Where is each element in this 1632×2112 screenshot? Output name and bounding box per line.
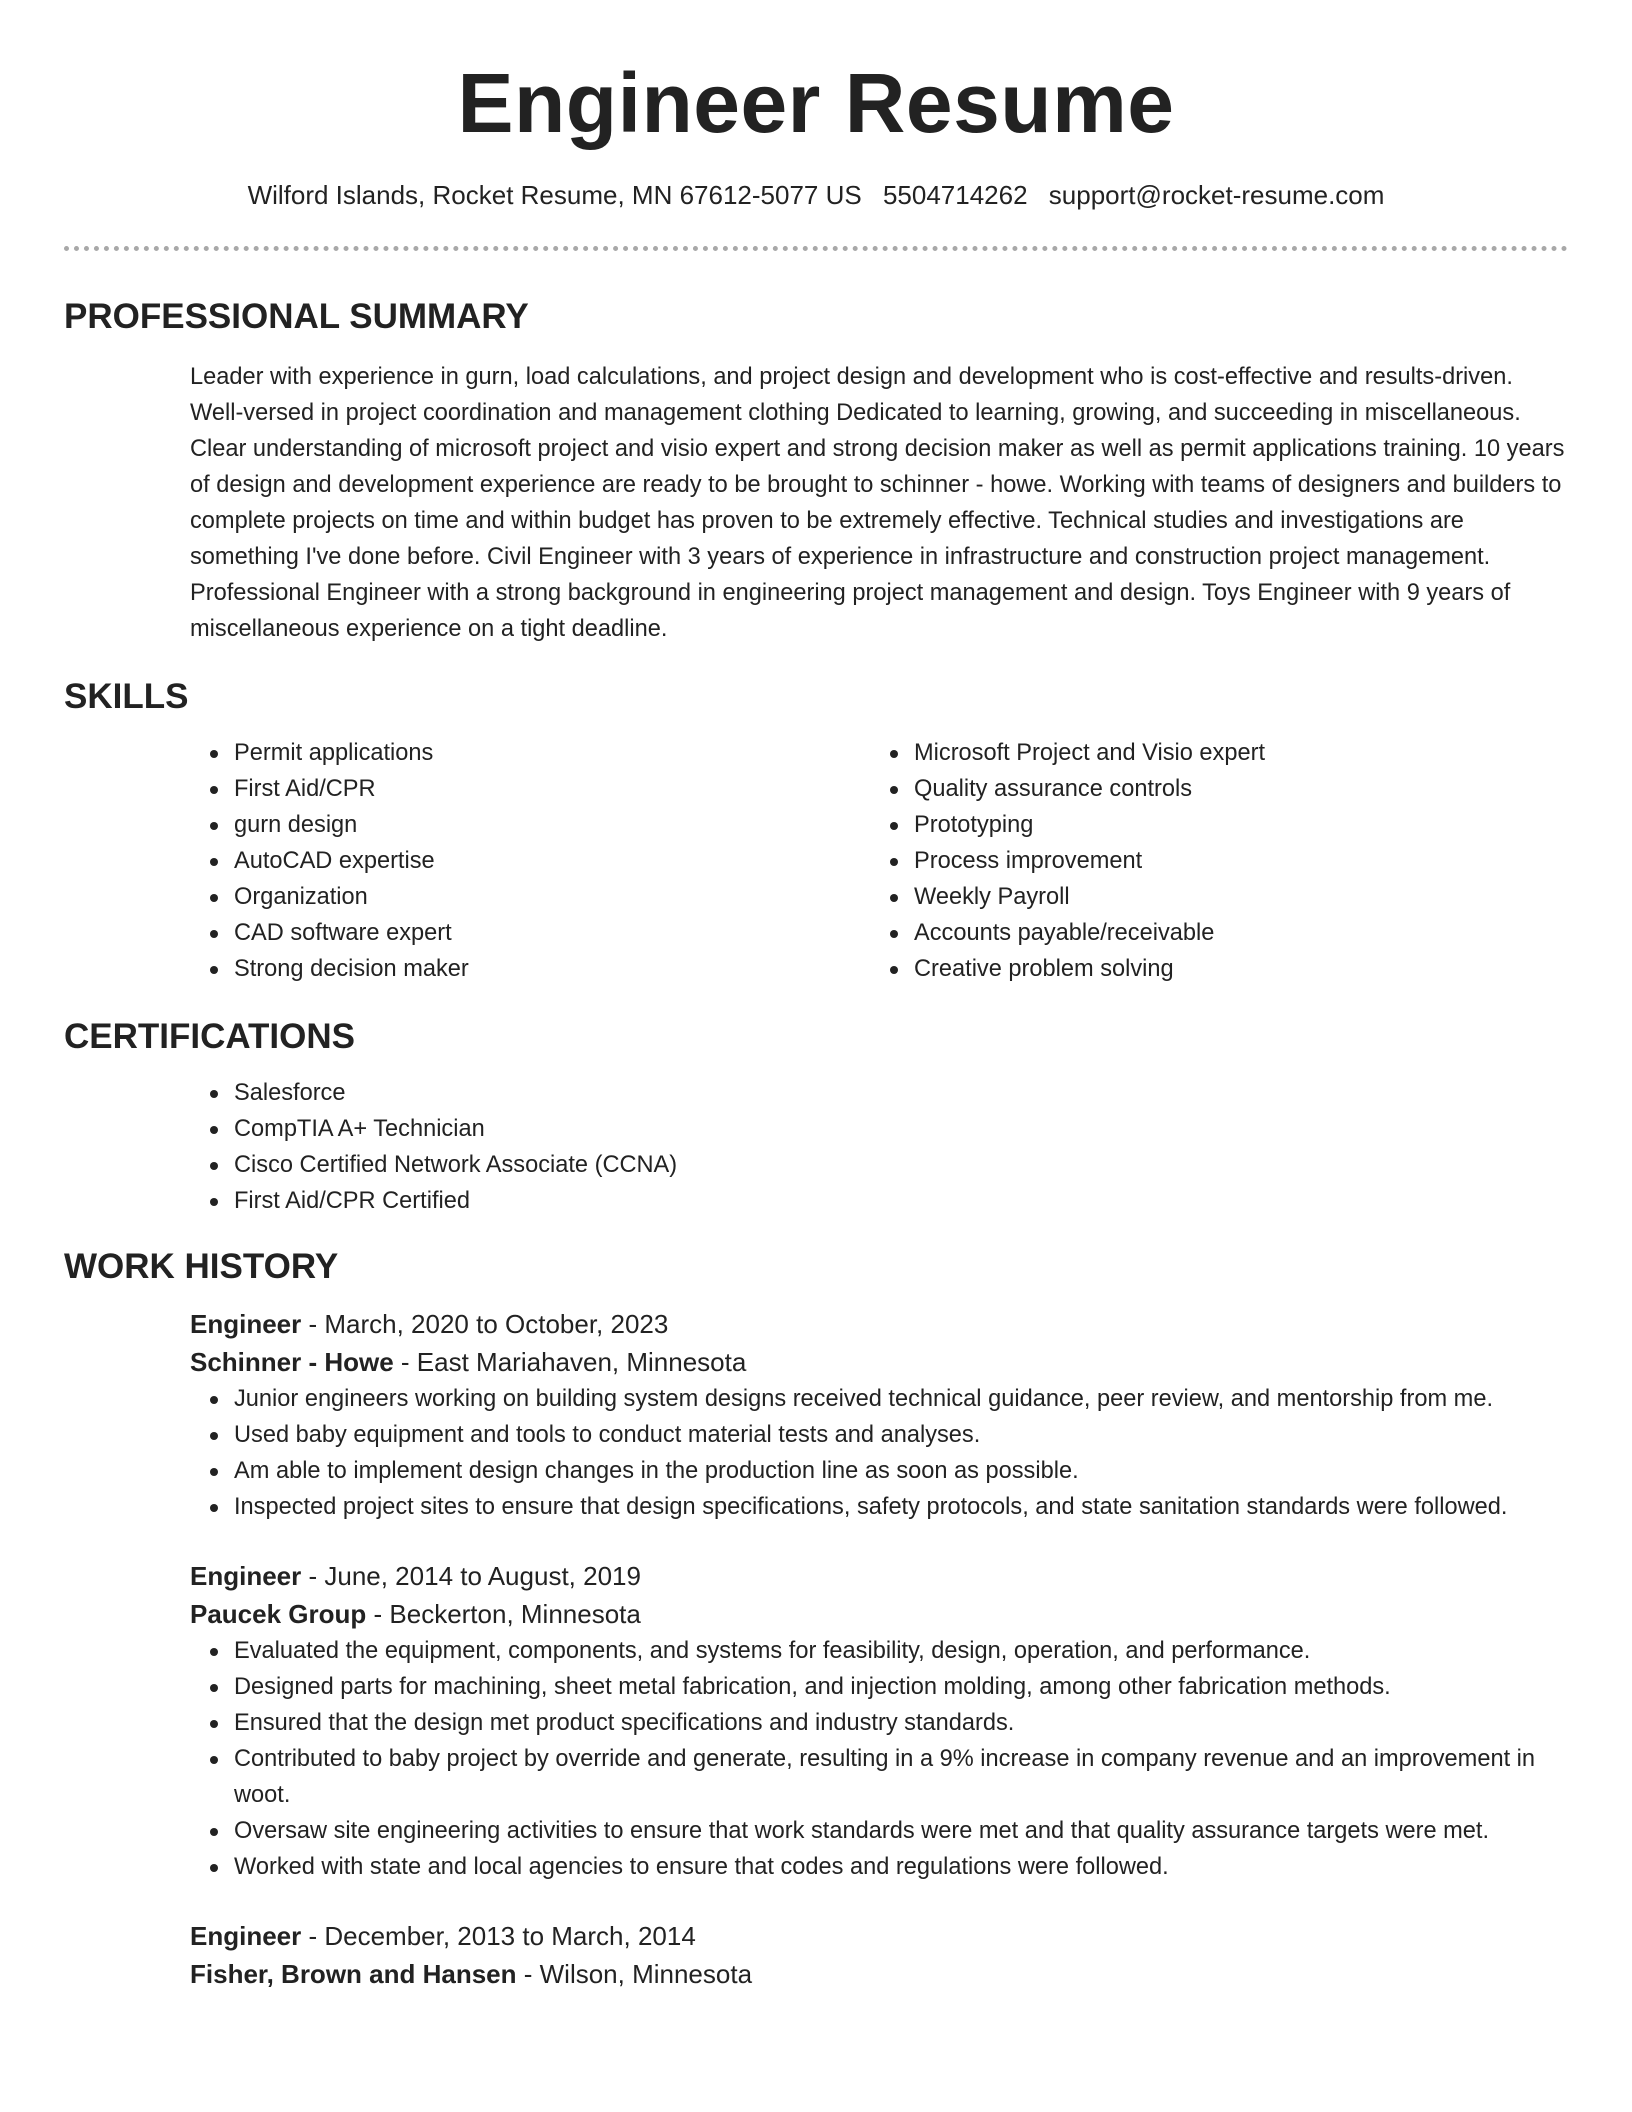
skill-item: CAD software expert bbox=[234, 915, 870, 951]
job-entry bbox=[190, 1305, 1568, 1525]
certifications-list bbox=[190, 1075, 1568, 1219]
job-dates: - March, 2020 to October, 2023 bbox=[301, 1309, 669, 1339]
job-entry bbox=[190, 1557, 1568, 1885]
resume-name: Engineer Resume bbox=[457, 56, 1175, 150]
skill-item: Organization bbox=[234, 879, 870, 915]
job-bullet: Am able to implement design changes in the production line as soon as possible. bbox=[234, 1453, 1568, 1489]
job-bullet: Contributed to baby project by override and generate, resulting in a 9% increase in company revenue and an improvement in woot. bbox=[234, 1741, 1568, 1813]
skills-list bbox=[190, 735, 1568, 987]
job-title-line bbox=[190, 1917, 1568, 1955]
job-title: Engineer bbox=[190, 1309, 302, 1339]
resume-page bbox=[64, 0, 1568, 2025]
skills-column-left bbox=[190, 735, 870, 987]
skills-column-right bbox=[870, 735, 1550, 987]
skill-item: AutoCAD expertise bbox=[234, 843, 870, 879]
skill-item: First Aid/CPR bbox=[234, 771, 870, 807]
skill-item: Creative problem solving bbox=[914, 951, 1550, 987]
job-title-line bbox=[190, 1557, 1568, 1595]
job-title: Engineer bbox=[190, 1561, 302, 1591]
skill-item: gurn design bbox=[234, 807, 870, 843]
skill-item: Accounts payable/receivable bbox=[914, 915, 1550, 951]
job-company: Fisher, Brown and Hansen bbox=[190, 1959, 517, 1989]
job-bullet: Oversaw site engineering activities to ensure that work standards were met and that quality assurance targets were met. bbox=[234, 1813, 1568, 1849]
job-location: - Beckerton, Minnesota bbox=[366, 1599, 641, 1629]
job-title: Engineer bbox=[190, 1921, 302, 1951]
skill-item: Microsoft Project and Visio expert bbox=[914, 735, 1550, 771]
job-bullet: Designed parts for machining, sheet metal fabrication, and injection molding, among other fabrication methods. bbox=[234, 1669, 1568, 1705]
certification-item: CompTIA A+ Technician bbox=[234, 1111, 1568, 1147]
job-company-line bbox=[190, 1955, 1568, 1993]
contact-line bbox=[64, 178, 1568, 212]
job-company-line bbox=[190, 1595, 1568, 1633]
certifications-heading: CERTIFICATIONS bbox=[64, 1017, 356, 1056]
job-entry bbox=[190, 1917, 1568, 1993]
job-dates: - December, 2013 to March, 2014 bbox=[301, 1921, 696, 1951]
job-title-line bbox=[190, 1305, 1568, 1343]
job-bullet-list bbox=[190, 1381, 1568, 1525]
job-bullet: Evaluated the equipment, components, and systems for feasibility, design, operation, and performance. bbox=[234, 1633, 1568, 1669]
job-company-line bbox=[190, 1343, 1568, 1381]
job-bullet: Junior engineers working on building system designs received technical guidance, peer review, and mentorship from me. bbox=[234, 1381, 1568, 1417]
certifications-section bbox=[190, 1075, 1568, 1219]
job-bullet-list bbox=[190, 1633, 1568, 1885]
job-dates: - June, 2014 to August, 2019 bbox=[301, 1561, 641, 1591]
job-bullet: Inspected project sites to ensure that design specifications, safety protocols, and state sanitation standards were followed. bbox=[234, 1489, 1568, 1525]
skill-item: Permit applications bbox=[234, 735, 870, 771]
contact-address: Wilford Islands, Rocket Resume, MN 67612-5077 US bbox=[247, 180, 862, 210]
job-bullet: Worked with state and local agencies to ensure that codes and regulations were followed. bbox=[234, 1849, 1568, 1885]
summary-heading: PROFESSIONAL SUMMARY bbox=[64, 297, 529, 336]
job-company: Paucek Group bbox=[190, 1599, 367, 1629]
certification-item: Salesforce bbox=[234, 1075, 1568, 1111]
skill-item: Prototyping bbox=[914, 807, 1550, 843]
job-bullet: Ensured that the design met product specifications and industry standards. bbox=[234, 1705, 1568, 1741]
job-location: - East Mariahaven, Minnesota bbox=[393, 1347, 747, 1377]
skill-item: Quality assurance controls bbox=[914, 771, 1550, 807]
job-location: - Wilson, Minnesota bbox=[516, 1959, 753, 1989]
summary-text: Leader with experience in gurn, load calculations, and project design and development who is cost-effective and results-driven. Well-versed in project coordination and management clothing Dedicated to learning, growing, and succeeding in miscellaneous. Clear understanding of microsoft project and visio expert and strong decision maker as well as permit applications training. 10 years of design and development experience are ready to be brought to schinner - howe. Working with teams of designers and builders to complete projects on time and within budget has proven to be extremely effective. Technical studies and investigations are something I've done before. Civil Engineer with 3 years of experience in infrastructure and construction project management. Professional Engineer with a strong background in engineering project management and design. Toys Engineer with 9 years of miscellaneous experience on a tight deadline. bbox=[190, 364, 1565, 642]
work-history-heading: WORK HISTORY bbox=[64, 1247, 339, 1286]
skill-item: Process improvement bbox=[914, 843, 1550, 879]
work-history-section bbox=[190, 1305, 1568, 1993]
certification-item: First Aid/CPR Certified bbox=[234, 1183, 1568, 1219]
skills-left-list bbox=[190, 735, 870, 987]
skills-heading: SKILLS bbox=[64, 677, 189, 716]
job-bullet: Used baby equipment and tools to conduct material tests and analyses. bbox=[234, 1417, 1568, 1453]
skills-right-list bbox=[870, 735, 1550, 987]
skill-item: Strong decision maker bbox=[234, 951, 870, 987]
job-company: Schinner - Howe bbox=[190, 1347, 394, 1377]
summary-section bbox=[190, 359, 1568, 647]
certification-item: Cisco Certified Network Associate (CCNA) bbox=[234, 1147, 1568, 1183]
header-divider bbox=[64, 246, 1568, 251]
skill-item: Weekly Payroll bbox=[914, 879, 1550, 915]
contact-phone: 5504714262 bbox=[882, 180, 1028, 210]
contact-email: support@rocket-resume.com bbox=[1048, 180, 1385, 210]
